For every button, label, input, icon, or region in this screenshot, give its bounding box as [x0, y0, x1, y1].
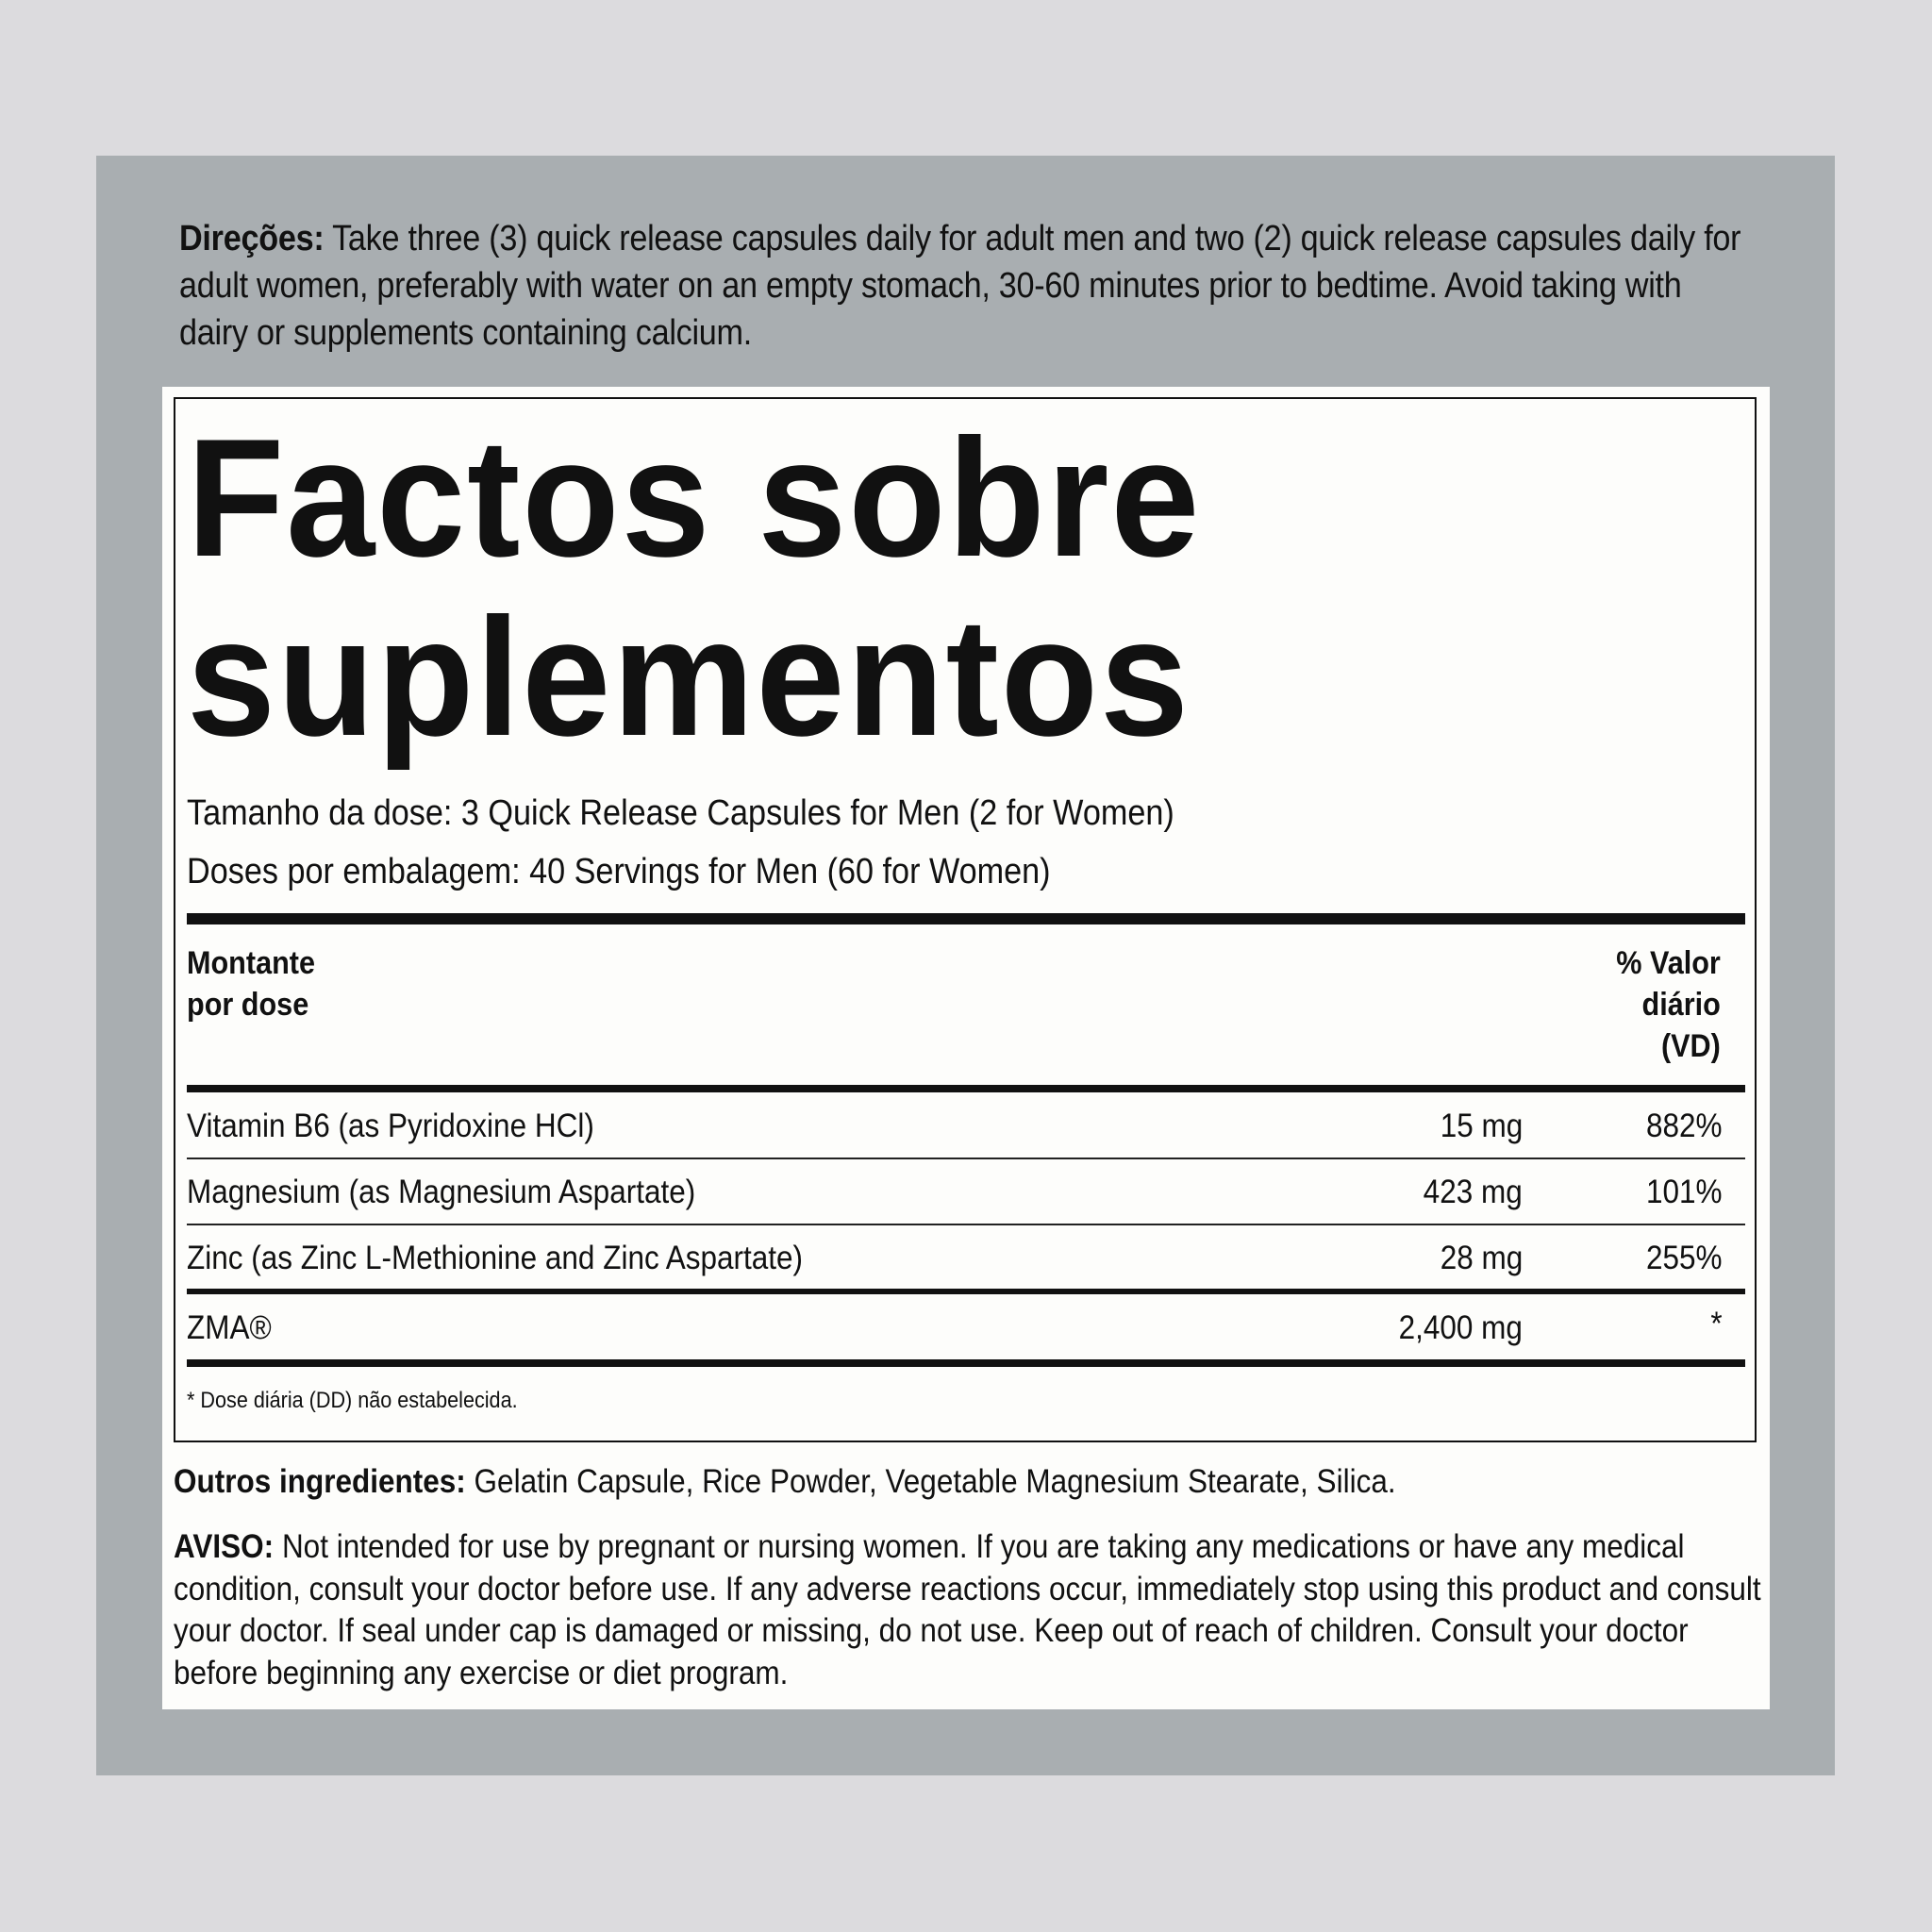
medium-divider: [187, 1085, 1745, 1092]
warning-text: Not intended for use by pregnant or nursing women. If you are taking any medications or have any medical condition, consult your doctor before use. If any adverse reactions occur, immediately stop using this product and consult your doctor. If seal under cap is damaged or missing, do not use. Keep out of reach of children. Consult your doctor before beginning any exercise or diet program.: [174, 1528, 1761, 1691]
nutrient-name: Magnesium (as Magnesium Aspartate): [187, 1174, 696, 1210]
nutrient-dv: *: [1710, 1306, 1723, 1342]
header-daily-value: [1616, 942, 1721, 1067]
directions-body: Take three (3) quick release capsules daily for adult men and two (2) quick release capsules daily for adult women, preferably with water on an empty stomach, 30-60 minutes prior to bedtime. Avoid taking with dairy or supplements containing calcium.: [179, 219, 1741, 353]
directions-text: [179, 215, 1741, 357]
row-divider: [187, 1224, 1745, 1225]
facts-title-line2: suplementos: [187, 583, 1191, 771]
nutrient-row: [187, 1296, 1745, 1358]
warning: [174, 1526, 1761, 1694]
warning-label: AVISO:: [174, 1528, 275, 1565]
other-ingredients-label: Outros ingredientes:: [174, 1463, 466, 1500]
header-dv-line2: diário: [1641, 987, 1721, 1023]
footnote: * Dose diária (DD) não estabelecida.: [187, 1388, 518, 1413]
nutrient-name: Zinc (as Zinc L-Methionine and Zinc Aspartate): [187, 1240, 804, 1276]
nutrient-name: ZMA®: [187, 1309, 272, 1346]
nutrient-amount: 28 mg: [1440, 1240, 1523, 1276]
row-divider: [187, 1158, 1745, 1159]
thick-divider-top: [187, 913, 1745, 924]
nutrient-amount: 423 mg: [1423, 1174, 1523, 1210]
nutrient-amount: 2,400 mg: [1398, 1309, 1523, 1346]
header-amount-line1: Montante: [187, 945, 315, 981]
nutrient-amount: 15 mg: [1440, 1108, 1523, 1144]
header-amount-per-serving: [187, 942, 315, 1025]
nutrient-row: [187, 1226, 1745, 1289]
nutrient-dv: 255%: [1646, 1240, 1723, 1276]
servings-per-container: Doses por embalagem: 40 Servings for Men (60 for Women): [187, 852, 1051, 891]
nutrient-row: [187, 1160, 1745, 1223]
header-dv-line3: (VD): [1661, 1028, 1721, 1064]
facts-title-line1: Factos sobre: [187, 404, 1202, 591]
nutrient-row: [187, 1094, 1745, 1157]
nutrient-dv: 882%: [1646, 1108, 1723, 1144]
header-dv-line1: % Valor: [1616, 945, 1721, 981]
nutrient-name: Vitamin B6 (as Pyridoxine HCl): [187, 1108, 594, 1144]
header-amount-line2: por dose: [187, 987, 309, 1023]
row-divider-thick: [187, 1289, 1745, 1294]
other-ingredients: [174, 1460, 1396, 1504]
serving-size: Tamanho da dose: 3 Quick Release Capsules for Men (2 for Women): [187, 793, 1174, 833]
nutrient-dv: 101%: [1646, 1174, 1723, 1210]
supplement-facts-box: [174, 397, 1757, 1442]
thick-divider-bottom: [187, 1359, 1745, 1367]
facts-title: [187, 404, 1202, 771]
directions-label: Direções:: [179, 219, 325, 258]
other-ingredients-text: Gelatin Capsule, Rice Powder, Vegetable Magnesium Stearate, Silica.: [465, 1463, 1396, 1500]
